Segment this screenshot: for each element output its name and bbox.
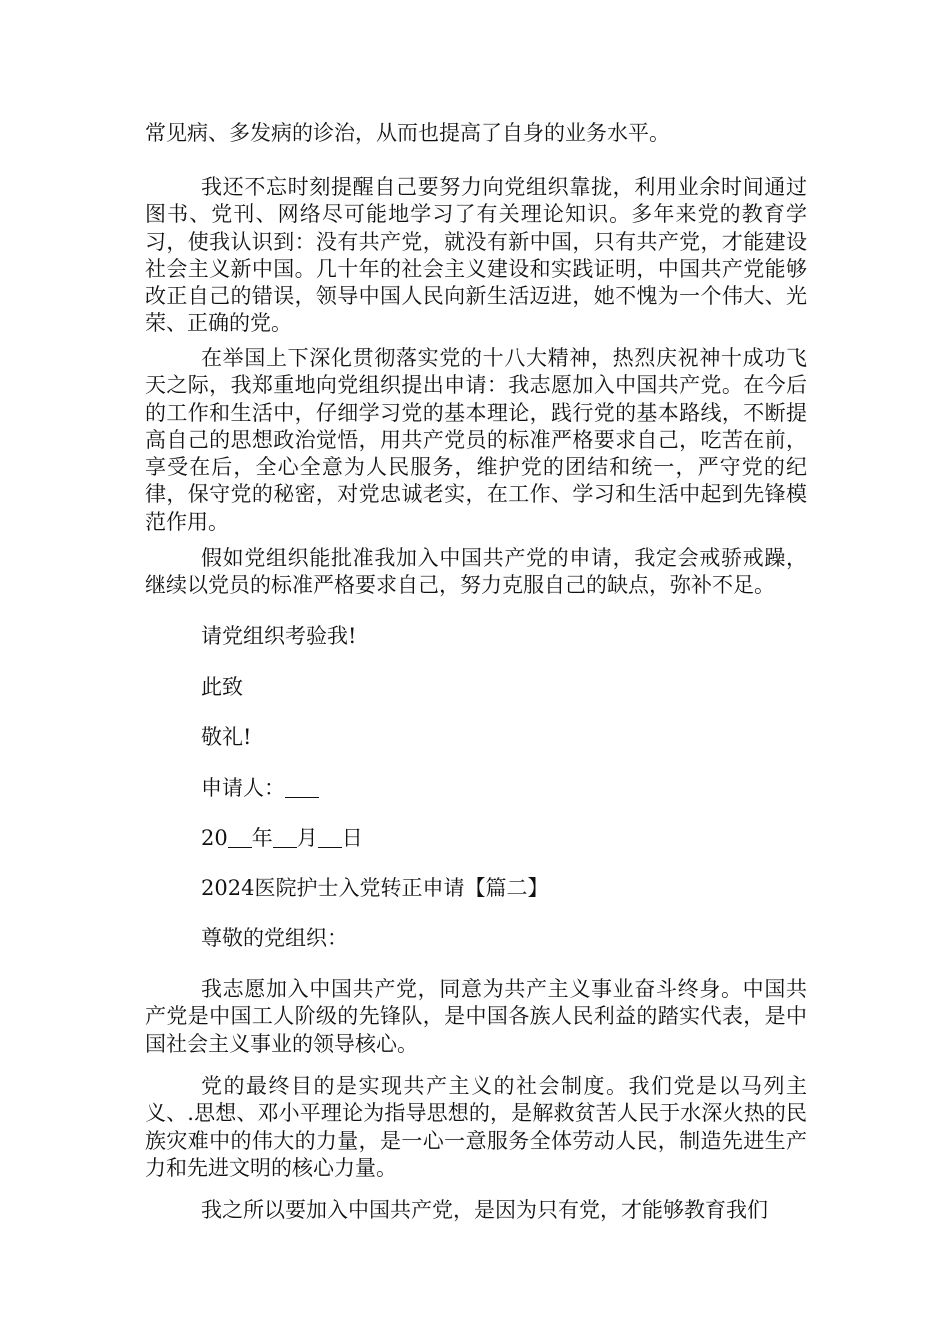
paragraph-application: 在举国上下深化贯彻落实党的十八大精神，热烈庆祝神十成功飞天之际，我郑重地向党组织提出申请：我志愿加入中国共产党。在今后的工作和生活中，仔细学习党的基本理论，践行党的基本路线，不断提高自己的思想政治觉悟，用共产党员的标准严格要求自己，吃苦在前，享受在后，全心全意为人民服务，维护党的团结和统一，严守党的纪律，保守党的秘密，对党忠诚老实，在工作、学习和生活中起到先锋模范作用。 [145, 346, 807, 534]
date-day-label: 日 [341, 826, 363, 850]
closing-test-line: 请党组织考验我! [201, 624, 357, 648]
date-year-label: 年 [251, 826, 273, 850]
date-line [145, 825, 807, 852]
applicant-label: 申请人： [201, 776, 285, 800]
year-blank [228, 827, 252, 848]
closing-cizhi: 此致 [201, 675, 243, 699]
date-month-label: 月 [296, 826, 318, 850]
date-century: 20 [201, 826, 228, 850]
closing-jingli: 敬礼! [201, 725, 252, 749]
paragraph-ultimate-goal: 党的最终目的是实现共产主义的社会制度。我们党是以马列主义、.思想、邓小平理论为指导思想的，是解救贫苦人民于水深火热的民族灾难中的伟大的力量，是一心一意服务全体劳动人民，制造先进生产力和先进文明的核心力量。 [145, 1074, 807, 1180]
paragraph-continuation: 常见病、多发病的诊治，从而也提高了自身的业务水平。 [145, 121, 670, 145]
section-heading-part-two: 2024医院护士入党转正申请【篇二】 [201, 876, 549, 900]
paragraph-pledge: 假如党组织能批准我加入中国共产党的申请，我定会戒骄戒躁，继续以党员的标准严格要求自己，努力克服自己的缺点，弥补不足。 [145, 546, 807, 598]
day-blank [318, 827, 342, 848]
month-blank [273, 827, 297, 848]
applicant-name-blank [285, 777, 319, 798]
salutation: 尊敬的党组织： [201, 926, 348, 950]
paragraph-reason: 我之所以要加入中国共产党，是因为只有党，才能够教育我们 [201, 1198, 768, 1222]
paragraph-volunteer: 我志愿加入中国共产党，同意为共产主义事业奋斗终身。中国共产党是中国工人阶级的先锋队，是中国各族人民利益的踏实代表，是中国社会主义事业的领导核心。 [145, 977, 807, 1056]
applicant-signature-line [145, 775, 807, 802]
paragraph-theory-study: 我还不忘时刻提醒自己要努力向党组织靠拢，利用业余时间通过图书、党刊、网络尽可能地学习了有关理论知识。多年来党的教育学习，使我认识到：没有共产党，就没有新中国，只有共产党，才能建设社会主义新中国。几十年的社会主义建设和实践证明，中国共产党能够改正自己的错误，领导中国人民向新生活迈进，她不愧为一个伟大、光荣、正确的党。 [145, 175, 807, 336]
